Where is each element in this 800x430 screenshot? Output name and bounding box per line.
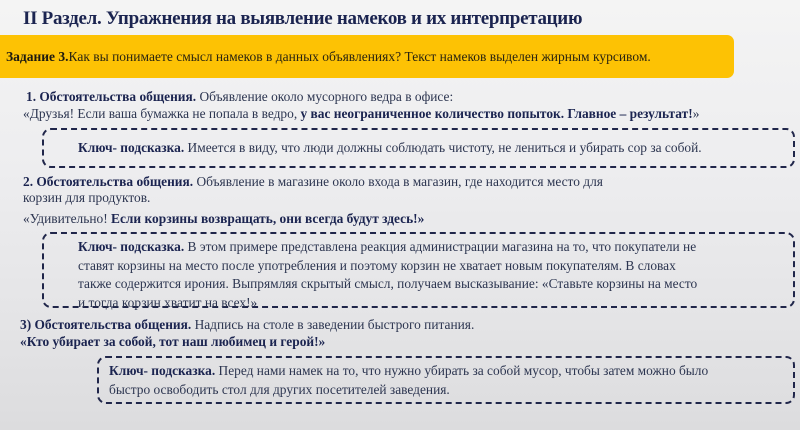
item-1-hint-text: Имеется в виду, что люди должны соблюдать чистоту, не лениться и убирать сор за собой. <box>184 140 702 155</box>
item-3-hint-line-2: быстро освободить стол для других посетителей заведения. <box>109 381 450 397</box>
item-1-circumstance-label: 1. Обстоятельства общения. <box>26 89 197 104</box>
item-2-circumstance-cont: корзин для продуктов. <box>23 190 151 205</box>
task-text: Как вы понимаете смысл намеков в данных объявлениях? Текст намеков выделен жирным курсивом. <box>68 48 651 64</box>
item-3-circumstance <box>20 317 474 333</box>
item-2-quote-plain: «Удивительно! <box>23 211 112 226</box>
item-1-quote-bold: у вас неограниченное количество попыток. Главное – результат! <box>300 106 693 121</box>
item-1-quote-end: » <box>692 106 700 121</box>
item-2-hint-line-4: и тогда корзин хватит на всех!» <box>78 294 258 310</box>
item-3-quote-bold: «Кто убирает за собой, тот наш любимец и герой!» <box>20 334 326 349</box>
item-1-hint <box>78 139 702 158</box>
item-3-circumstance-label: 3) Обстоятельства общения. <box>20 317 192 332</box>
item-3-quote <box>20 334 325 350</box>
task-label: Задание 3. <box>6 48 69 64</box>
item-2-hint-box <box>42 232 795 308</box>
item-2-circumstance <box>23 174 603 190</box>
section-title: II Раздел. Упражнения на выявление намеков и их интерпретацию <box>23 8 583 29</box>
item-2-circumstance-text: Объявление в магазине около входа в магазин, где находится место для <box>193 174 603 189</box>
item-3-hint-line-1: Перед нами намек на то, что нужно убирать за собой мусор, чтобы затем можно было <box>215 363 709 378</box>
item-1-quote-plain: «Друзья! Если ваша бумажка не попала в ведро, <box>23 106 301 121</box>
item-1-hint-label: Ключ- подсказка. <box>78 140 185 155</box>
item-2-hint <box>78 238 697 312</box>
item-3-hint-box <box>97 356 795 404</box>
task-banner <box>0 35 734 78</box>
item-3-hint <box>109 362 708 399</box>
item-1-circumstance-text: Объявление около мусорного ведра в офисе: <box>196 89 454 104</box>
item-2-hint-label: Ключ- подсказка. <box>78 239 185 254</box>
item-3-circumstance-text: Надпись на столе в заведении быстрого питания. <box>191 317 475 332</box>
item-1-hint-box <box>42 128 795 168</box>
item-1-circumstance <box>26 89 453 105</box>
item-2-hint-line-3: также содержится ирония. Выпрямляя скрытый смысл, получаем высказывание: «Ставьте корзины на место <box>78 276 698 291</box>
item-2-hint-line-2: ставят корзины на место после употребления и поэтому корзин не хватает новым покупателям. В словах <box>78 257 676 273</box>
item-3-hint-label: Ключ- подсказка. <box>109 363 216 378</box>
item-2-quote-bold: Если корзины возвращать, они всегда будут здесь!» <box>111 211 425 226</box>
item-2-circumstance-label: 2. Обстоятельства общения. <box>23 174 194 189</box>
item-2-quote <box>23 211 424 227</box>
item-1-quote <box>23 106 699 122</box>
item-2-hint-line-1: В этом примере представлена реакция администрации магазина на то, что покупатели не <box>184 239 697 254</box>
